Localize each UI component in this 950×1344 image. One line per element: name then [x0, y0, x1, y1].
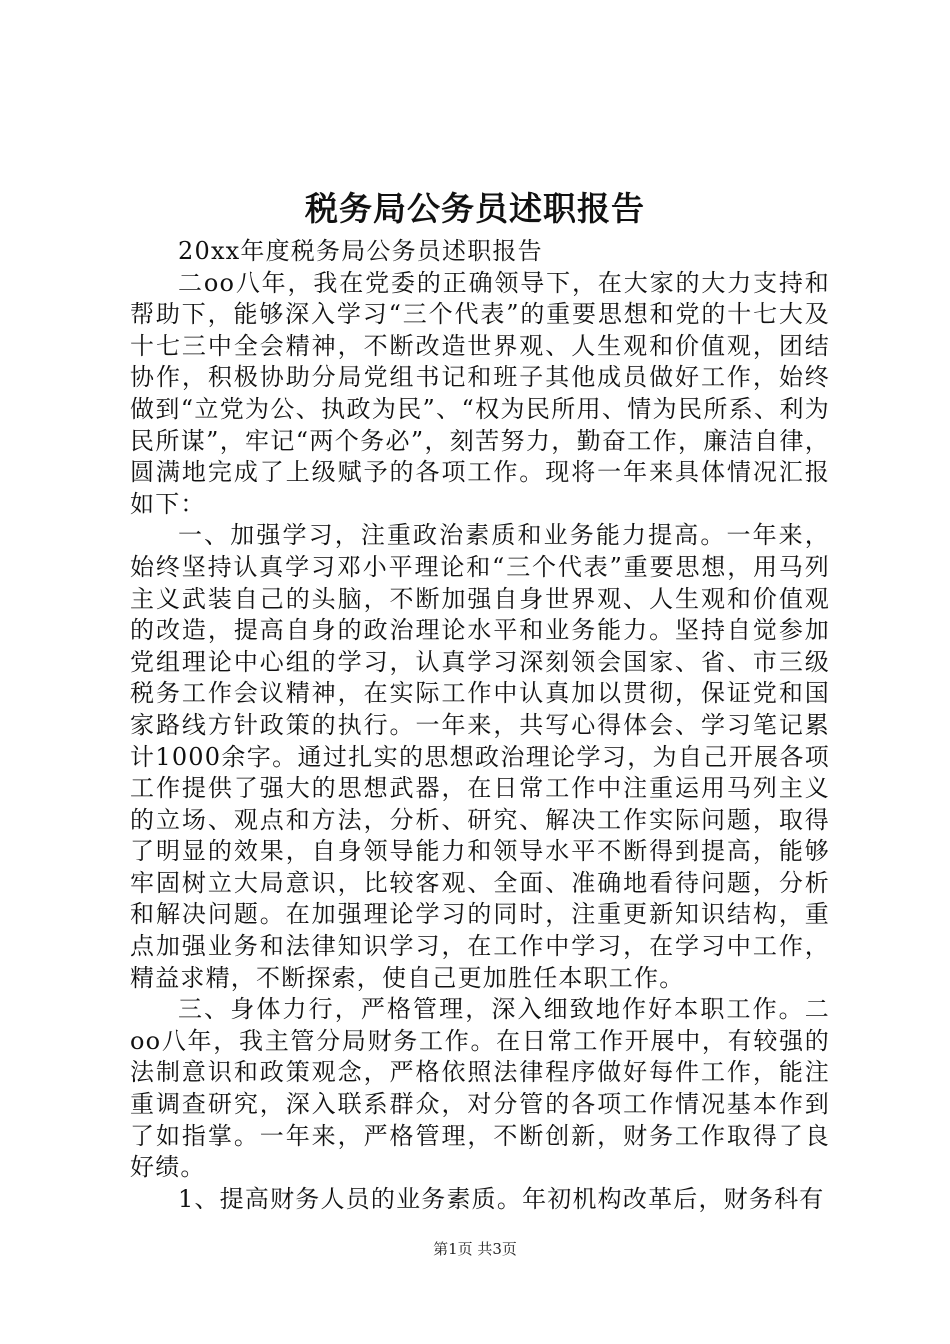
paragraph-intro: 二oo八年，我在党委的正确领导下，在大家的大力支持和帮助下，能够深入学习“三个代表”的重要思想和党的十七大及十七三中全会精神，不断改造世界观、人生观和价值观，团结协作，积极协助分局党组书记和班子其他成员做好工作，始终做到“立党为公、执政为民”、“权为民所用、情为民所系、利为民所谋”，牢记“两个务必”，刻苦努力，勤奋工作，廉洁自律，圆满地完成了上级赋予的各项工作。现将一年来具体情况汇报如下：	[130, 268, 830, 518]
paragraph-item-one: 1、提高财务人员的业务素质。年初机构改革后，财务科有	[178, 1184, 825, 1213]
paragraph-section-one: 一、加强学习，注重政治素质和业务能力提高。一年来，始终坚持认真学习邓小平理论和“三个代表”重要思想，用马列主义武装自己的头脑，不断加强自身世界观、人生观和价值观的改造，提高自身的政治理论水平和业务能力。坚持自觉参加党组理论中心组的学习，认真学习深刻领会国家、省、市三级税务工作会议精神，在实际工作中认真加以贯彻，保证党和国家路线方针政策的执行。一年来，共写心得体会、学习笔记累计1000余字。通过扎实的思想政治理论学习，为自己开展各项工作提供了强大的思想武器，在日常工作中注重运用马列主义的立场、观点和方法，分析、研究、解决工作实际问题，取得了明显的效果，自身领导能力和领导水平不断得到提高，能够牢固树立大局意识，比较客观、全面、准确地看待问题，分析和解决问题。在加强理论学习的同时，注重更新知识结构，重点加强业务和法律知识学习，在工作中学习，在学习中工作，精益求精，不断探索，使自己更加胜任本职工作。	[130, 521, 830, 992]
paragraph-subtitle: 20xx年度税务局公务员述职报告	[178, 237, 543, 265]
document-body	[130, 236, 830, 1215]
paragraph-section-three: 三、身体力行，严格管理，深入细致地作好本职工作。二oo八年，我主管分局财务工作。在日常工作开展中，有较强的法制意识和政策观念，严格依照法律程序做好每件工作，能注重调查研究，深入联系群众，对分管的各项工作情况基本作到了如指掌。一年来，严格管理，不断创新，财务工作取得了良好绩。	[130, 995, 830, 1182]
document-title: 税务局公务员述职报告	[305, 189, 645, 228]
page-number-footer: 第1页 共3页	[433, 1240, 517, 1258]
